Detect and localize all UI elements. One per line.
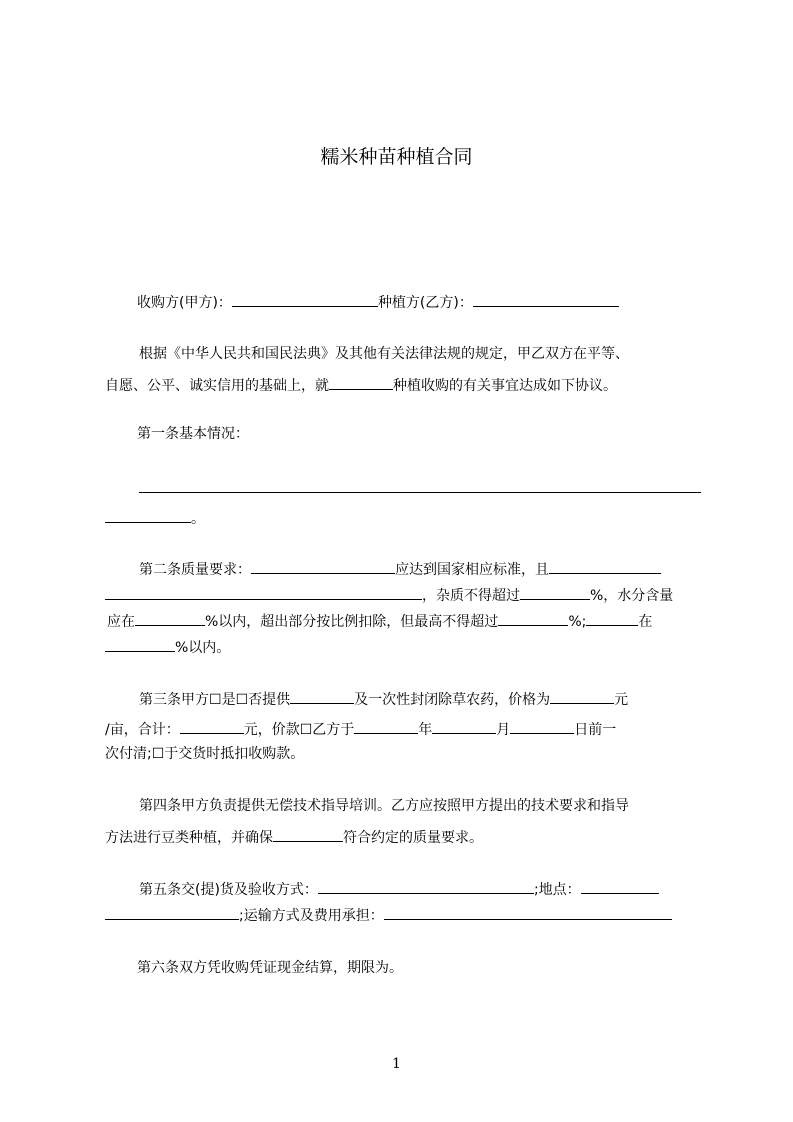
price-blank[interactable] <box>550 689 614 704</box>
location-blank-1[interactable] <box>581 879 659 894</box>
per-mu-label: /亩，合计： <box>105 722 180 738</box>
preamble-text-b: 种植收购的有关事宜达成如下协议。 <box>393 378 617 394</box>
article4-line-1: 第四条甲方负责提供无偿技术指导培训。乙方应按照甲方提出的技术要求和指导 <box>139 798 629 814</box>
article1-heading: 第一条基本情况： <box>137 426 249 442</box>
article2-line-3 <box>107 611 652 631</box>
article3-line-2 <box>105 719 616 739</box>
article3-line-1 <box>139 689 628 709</box>
article3-heading: 第三条甲方 <box>139 692 209 708</box>
delivery-method-blank[interactable] <box>318 879 534 894</box>
quality-condition-blank-1[interactable] <box>549 559 661 574</box>
transport-label: ;运输方式及费用承担： <box>239 908 384 924</box>
article2-text-b: 应达到国家相应标准，且 <box>395 562 549 578</box>
moisture-blank[interactable] <box>135 611 205 626</box>
article3-text-price: 及一次性封闭除草农药，价格为 <box>354 692 551 708</box>
other-percent-blank[interactable] <box>105 637 175 652</box>
checkbox-yes-icon[interactable]: ☐ <box>209 692 222 708</box>
quality-product-blank[interactable] <box>251 559 395 574</box>
location-label: ;地点： <box>533 882 581 898</box>
article3-text-deduct: 于交货时抵扣收购款。 <box>164 746 305 762</box>
article6-line-1: 第六条双方凭收购凭证现金结算，期限为。 <box>137 960 403 976</box>
preamble-line-1: 根据《中华人民共和国民法典》及其他有关法律法规的规定，甲乙双方在平等、 <box>139 346 629 362</box>
article2-line-1 <box>139 559 661 579</box>
impurity-blank[interactable] <box>520 585 590 600</box>
basic-info-blank-1[interactable] <box>139 478 701 493</box>
article2-text-impurity: ，杂质不得超过 <box>422 588 520 604</box>
article2-line-4 <box>105 637 230 657</box>
article5-heading: 第五条交(提)货及验收方式： <box>139 882 318 898</box>
article3-text-partyb: 乙方于 <box>312 722 355 738</box>
article2-line-2 <box>105 585 673 605</box>
article4-text-b: 符合约定的质量要求。 <box>343 830 483 846</box>
checkbox-no-icon[interactable]: ☐ <box>235 692 249 708</box>
article3-text-paid: 次付清; <box>105 746 152 762</box>
preamble-line-2 <box>105 375 617 395</box>
month-blank[interactable] <box>432 719 496 734</box>
article2-text-end: %以内。 <box>175 640 231 656</box>
transport-blank[interactable] <box>384 905 672 920</box>
article2-text-within: 应在 <box>107 614 135 630</box>
no-label: 否提供 <box>248 692 291 708</box>
crop-quality-blank[interactable] <box>273 827 343 842</box>
article2-text-excess: %以内，超出部分按比例扣除，但最高不得超过 <box>205 614 499 630</box>
max-moisture-blank[interactable] <box>498 611 568 626</box>
article5-line-2 <box>105 905 672 925</box>
yes-label: 是 <box>221 692 236 708</box>
year-label: 年 <box>418 722 433 738</box>
yuan-label: 元 <box>614 692 629 708</box>
article2-text-at: 在 <box>638 614 653 630</box>
article4-line-2 <box>105 827 483 847</box>
day-label: 日前一 <box>574 722 617 738</box>
preamble-text-a: 自愿、公平、诚实信用的基础上，就 <box>105 378 329 394</box>
document-title: 糯米种苗种植合同 <box>320 146 473 168</box>
year-blank[interactable] <box>354 719 418 734</box>
total-blank[interactable] <box>180 719 244 734</box>
party-a-blank[interactable] <box>232 292 378 307</box>
party-a-label: 收购方(甲方)： <box>137 295 232 311</box>
article1-line-1 <box>139 478 701 498</box>
checkbox-deduct-icon[interactable]: ☐ <box>151 746 165 762</box>
month-label: 月 <box>496 722 511 738</box>
basic-info-blank-2[interactable] <box>105 508 191 523</box>
quality-condition-blank-2[interactable] <box>105 585 422 600</box>
article5-line-1 <box>139 879 659 899</box>
party-b-label: 种植方(乙方)： <box>377 295 473 311</box>
location-blank-2[interactable] <box>105 905 239 920</box>
article3-line-3 <box>105 745 304 763</box>
crop-blank[interactable] <box>329 375 393 390</box>
article4-text-a: 方法进行豆类种植，并确保 <box>105 830 273 846</box>
parties-line <box>137 292 619 312</box>
day-blank[interactable] <box>510 719 574 734</box>
page-number: 1 <box>392 1056 401 1072</box>
article2-text-moisture: %，水分含量 <box>590 588 674 604</box>
article1-line-2 <box>105 508 205 528</box>
article2-heading: 第二条质量要求： <box>139 562 251 578</box>
other-item-blank[interactable] <box>586 611 638 626</box>
article3-text-payment: 元，价款 <box>243 722 300 738</box>
party-b-blank[interactable] <box>473 292 619 307</box>
checkbox-pay-before-icon[interactable]: ☐ <box>299 722 313 738</box>
article1-end: 。 <box>191 511 205 527</box>
seed-blank[interactable] <box>290 689 354 704</box>
article2-text-semicolon: %; <box>568 614 587 630</box>
